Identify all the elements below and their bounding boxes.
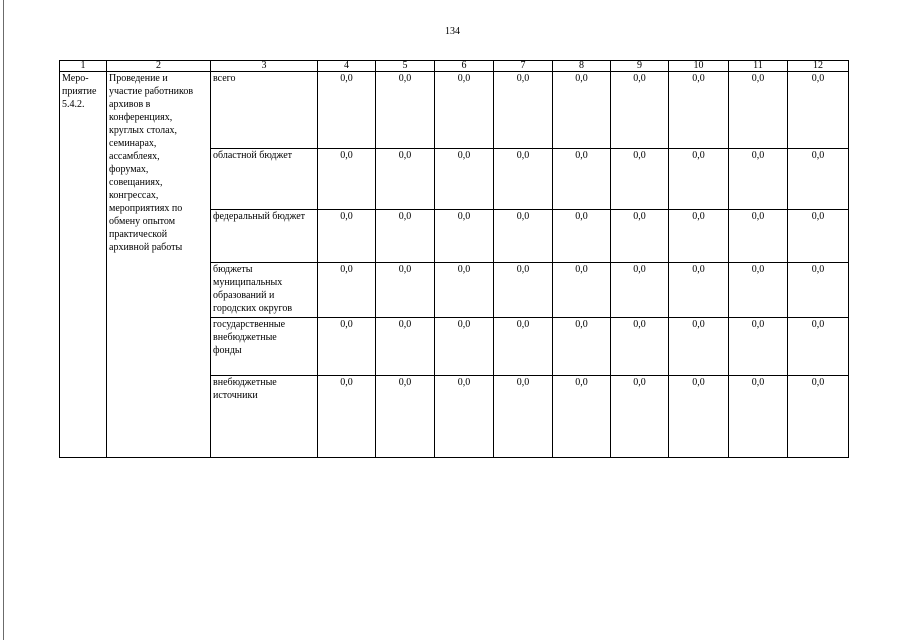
value-cell: 0,0 <box>435 376 494 458</box>
value-cell: 0,0 <box>788 72 849 149</box>
value-cell: 0,0 <box>729 376 788 458</box>
value-cell: 0,0 <box>553 376 611 458</box>
value-cell: 0,0 <box>553 318 611 376</box>
scan-edge-line <box>3 0 4 640</box>
event-description-line: форумах, <box>109 164 149 175</box>
column-number: 10 <box>669 61 729 72</box>
funding-source-line: городских округов <box>213 303 293 314</box>
funding-source-line: фонды <box>213 345 242 356</box>
funding-source-line: источники <box>213 390 258 401</box>
event-description-line: совещаниях, <box>109 177 163 188</box>
funding-source-cell <box>211 72 318 149</box>
event-description-line: семинарах, <box>109 138 157 149</box>
value-cell: 0,0 <box>318 318 376 376</box>
value-cell: 0,0 <box>553 149 611 210</box>
event-description-line: конференциях, <box>109 112 173 123</box>
value-cell: 0,0 <box>788 210 849 263</box>
event-code-line: Меро- <box>62 73 89 84</box>
funding-source-line: областной бюджет <box>213 150 293 161</box>
column-number: 4 <box>318 61 376 72</box>
value-cell: 0,0 <box>553 210 611 263</box>
funding-source-cell <box>211 210 318 263</box>
funding-source-cell <box>211 263 318 318</box>
value-cell: 0,0 <box>611 376 669 458</box>
value-cell: 0,0 <box>494 149 553 210</box>
value-cell: 0,0 <box>318 149 376 210</box>
event-description-line: архивной работы <box>109 242 183 253</box>
value-cell: 0,0 <box>318 210 376 263</box>
funding-source-cell <box>211 149 318 210</box>
event-description-line: практической <box>109 229 168 240</box>
column-number: 8 <box>553 61 611 72</box>
value-cell: 0,0 <box>318 72 376 149</box>
funding-source-line: бюджеты <box>213 264 253 275</box>
value-cell: 0,0 <box>435 318 494 376</box>
event-code-line: 5.4.2. <box>62 99 85 110</box>
value-cell: 0,0 <box>788 376 849 458</box>
value-cell: 0,0 <box>669 210 729 263</box>
column-number: 5 <box>376 61 435 72</box>
column-number: 6 <box>435 61 494 72</box>
column-number: 7 <box>494 61 553 72</box>
value-cell: 0,0 <box>669 318 729 376</box>
value-cell: 0,0 <box>611 210 669 263</box>
event-code-cell <box>60 72 107 458</box>
value-cell: 0,0 <box>553 72 611 149</box>
event-description-line: участие работников <box>109 86 194 97</box>
value-cell: 0,0 <box>318 263 376 318</box>
value-cell: 0,0 <box>729 263 788 318</box>
event-description-line: обмену опытом <box>109 216 176 227</box>
value-cell: 0,0 <box>611 318 669 376</box>
value-cell: 0,0 <box>318 376 376 458</box>
value-cell: 0,0 <box>611 263 669 318</box>
funding-source-cell <box>211 318 318 376</box>
value-cell: 0,0 <box>376 263 435 318</box>
value-cell: 0,0 <box>669 72 729 149</box>
funding-source-line: внебюджетные <box>213 377 277 388</box>
value-cell: 0,0 <box>435 210 494 263</box>
value-cell: 0,0 <box>788 149 849 210</box>
page-number: 134 <box>445 26 460 37</box>
event-description-line: архивов в <box>109 99 151 110</box>
value-cell: 0,0 <box>376 149 435 210</box>
funding-source-cell <box>211 376 318 458</box>
value-cell: 0,0 <box>669 149 729 210</box>
event-code-line: приятие <box>62 86 97 97</box>
value-cell: 0,0 <box>494 263 553 318</box>
value-cell: 0,0 <box>435 263 494 318</box>
event-description-line: Проведение и <box>109 73 168 84</box>
value-cell: 0,0 <box>611 149 669 210</box>
funding-source-line: муниципальных <box>213 277 283 288</box>
value-cell: 0,0 <box>376 318 435 376</box>
value-cell: 0,0 <box>729 149 788 210</box>
column-number: 2 <box>107 61 211 72</box>
value-cell: 0,0 <box>376 72 435 149</box>
value-cell: 0,0 <box>553 263 611 318</box>
value-cell: 0,0 <box>435 72 494 149</box>
value-cell: 0,0 <box>729 318 788 376</box>
value-cell: 0,0 <box>494 72 553 149</box>
value-cell: 0,0 <box>494 376 553 458</box>
value-cell: 0,0 <box>435 149 494 210</box>
funding-source-line: внебюджетные <box>213 332 277 343</box>
value-cell: 0,0 <box>669 263 729 318</box>
value-cell: 0,0 <box>611 72 669 149</box>
value-cell: 0,0 <box>376 210 435 263</box>
value-cell: 0,0 <box>729 72 788 149</box>
column-number: 9 <box>611 61 669 72</box>
column-number: 12 <box>788 61 849 72</box>
event-description-line: конгрессах, <box>109 190 159 201</box>
value-cell: 0,0 <box>788 318 849 376</box>
value-cell: 0,0 <box>788 263 849 318</box>
column-number: 1 <box>60 61 107 72</box>
event-description-line: круглых столах, <box>109 125 178 136</box>
event-description-line: мероприятиях по <box>109 203 183 214</box>
column-number: 11 <box>729 61 788 72</box>
event-description-line: ассамблеях, <box>109 151 160 162</box>
table-row <box>60 72 849 149</box>
column-number-row <box>60 61 849 72</box>
value-cell: 0,0 <box>669 376 729 458</box>
funding-source-line: государственные <box>213 319 286 330</box>
budget-table <box>59 60 849 458</box>
funding-source-line: образований и <box>213 290 275 301</box>
column-number: 3 <box>211 61 318 72</box>
funding-source-line: федеральный бюджет <box>213 211 306 222</box>
value-cell: 0,0 <box>494 318 553 376</box>
value-cell: 0,0 <box>376 376 435 458</box>
event-description-cell <box>107 72 211 458</box>
value-cell: 0,0 <box>494 210 553 263</box>
value-cell: 0,0 <box>729 210 788 263</box>
funding-source-line: всего <box>213 73 236 84</box>
